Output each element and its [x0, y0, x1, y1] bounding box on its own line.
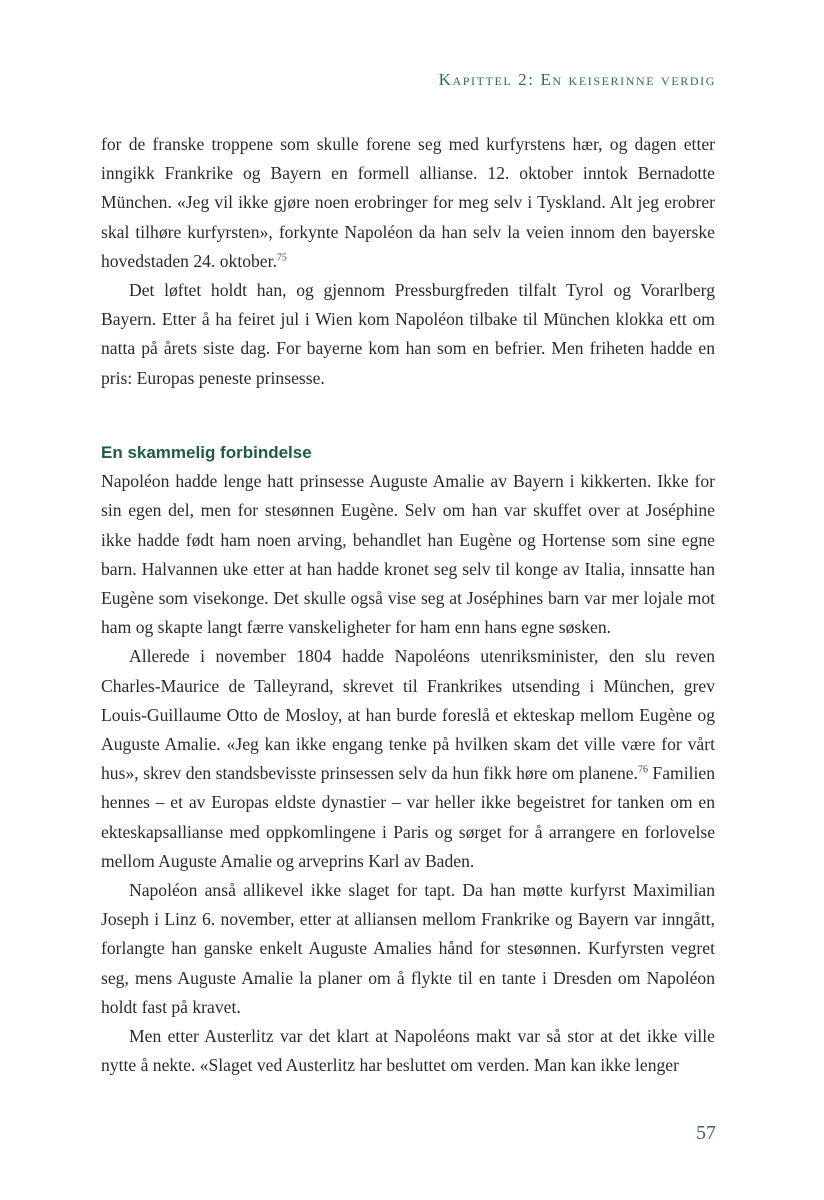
paragraph-4-text-after: Familien hennes – et av Europas eldste dynastier – var heller ikke begeistret for tanken om en ekteskapsallianse med oppkomlingene i Paris og sørget for å arrangere en forlovelse mellom Auguste Amalie og arveprins Karl av Baden.: [101, 763, 715, 871]
paragraph-1: [101, 130, 715, 276]
paragraph-5: Napoléon anså allikevel ikke slaget for tapt. Da han møtte kurfyrst Maximilian Joseph i Linz 6. november, etter at alliansen mellom Frankrike og Bayern var inngått, forlangte han ganske enkelt Auguste Amalies hånd for stesønnen. Kurfyrsten vegret seg, mens Auguste Amalie la planer om å flykte til en tante i Dresden om Napoléon holdt fast på kravet.: [101, 880, 715, 1017]
page-number: 57: [696, 1122, 716, 1144]
running-header: Kapittel 2: En keiserinne verdig: [438, 70, 716, 89]
body-text-top: [101, 130, 715, 393]
paragraph-4-text-before: Allerede i november 1804 hadde Napoléons utenriksminister, den slu reven Charles-Maurice de Talleyrand, skrevet til Frankrikes utsending i München, grev Louis-Guillaume Otto de Mosloy, at han burde foreslå et ekteskap mellom Eugène og Auguste Amalie. «Jeg kan ikke engang tenke på hvilken skam det ville være for vårt hus», skrev den standsbevisste prinsessen selv da hun fikk høre om planene.: [101, 646, 715, 784]
footnote-ref-75[interactable]: 75: [276, 252, 287, 264]
paragraph-6: Men etter Austerlitz var det klart at Napoléons makt var så stor at det ikke ville nytte å nekte. «Slaget ved Austerlitz har besluttet om verden. Man kan ikke lenger: [101, 1026, 715, 1076]
paragraph-1-text: for de franske troppene som skulle forene seg med kurfyrstens hær, og dagen etter inngikk Frankrike og Bayern en formell allianse. 12. oktober inntok Bernadotte München. «Jeg vil ikke gjøre noen erobringer for meg selv i Tyskland. Alt jeg erobrer skal tilhøre kurfyrsten», forkynte Napoléon da han selv la veien innom den bayerske hovedstaden 24. oktober.: [101, 134, 715, 271]
paragraph-3: Napoléon hadde lenge hatt prinsesse Auguste Amalie av Bayern i kikkerten. Ikke for sin egen del, men for stesønnen Eugène. Selv om han var skuffet over at Joséphine ikke hadde født ham noen arving, behandlet han Eugène og Hortense som sine egne barn. Halvannen uke etter at han hadde kronet seg selv til konge av Italia, innsatte han Eugène som visekonge. Det skulle også vise seg at Joséphines barn var mer lojale mot ham og skapte langt færre vanskeligheter for ham enn hans egne søsken.: [101, 471, 715, 638]
section-block: [101, 438, 715, 1080]
paragraph-4: [101, 642, 715, 876]
paragraph-2: Det løftet holdt han, og gjennom Pressburgfreden tilfalt Tyrol og Vorarlberg Bayern. Etter å ha feiret jul i Wien kom Napoléon tilbake til München klokka ett om natta på årets siste dag. For bayerne kom han som en befrier. Men friheten hadde en pris: Europas peneste prinsesse.: [101, 280, 715, 388]
section-heading: En skammelig forbindelse: [101, 443, 312, 462]
footnote-ref-76[interactable]: 76: [637, 764, 648, 776]
